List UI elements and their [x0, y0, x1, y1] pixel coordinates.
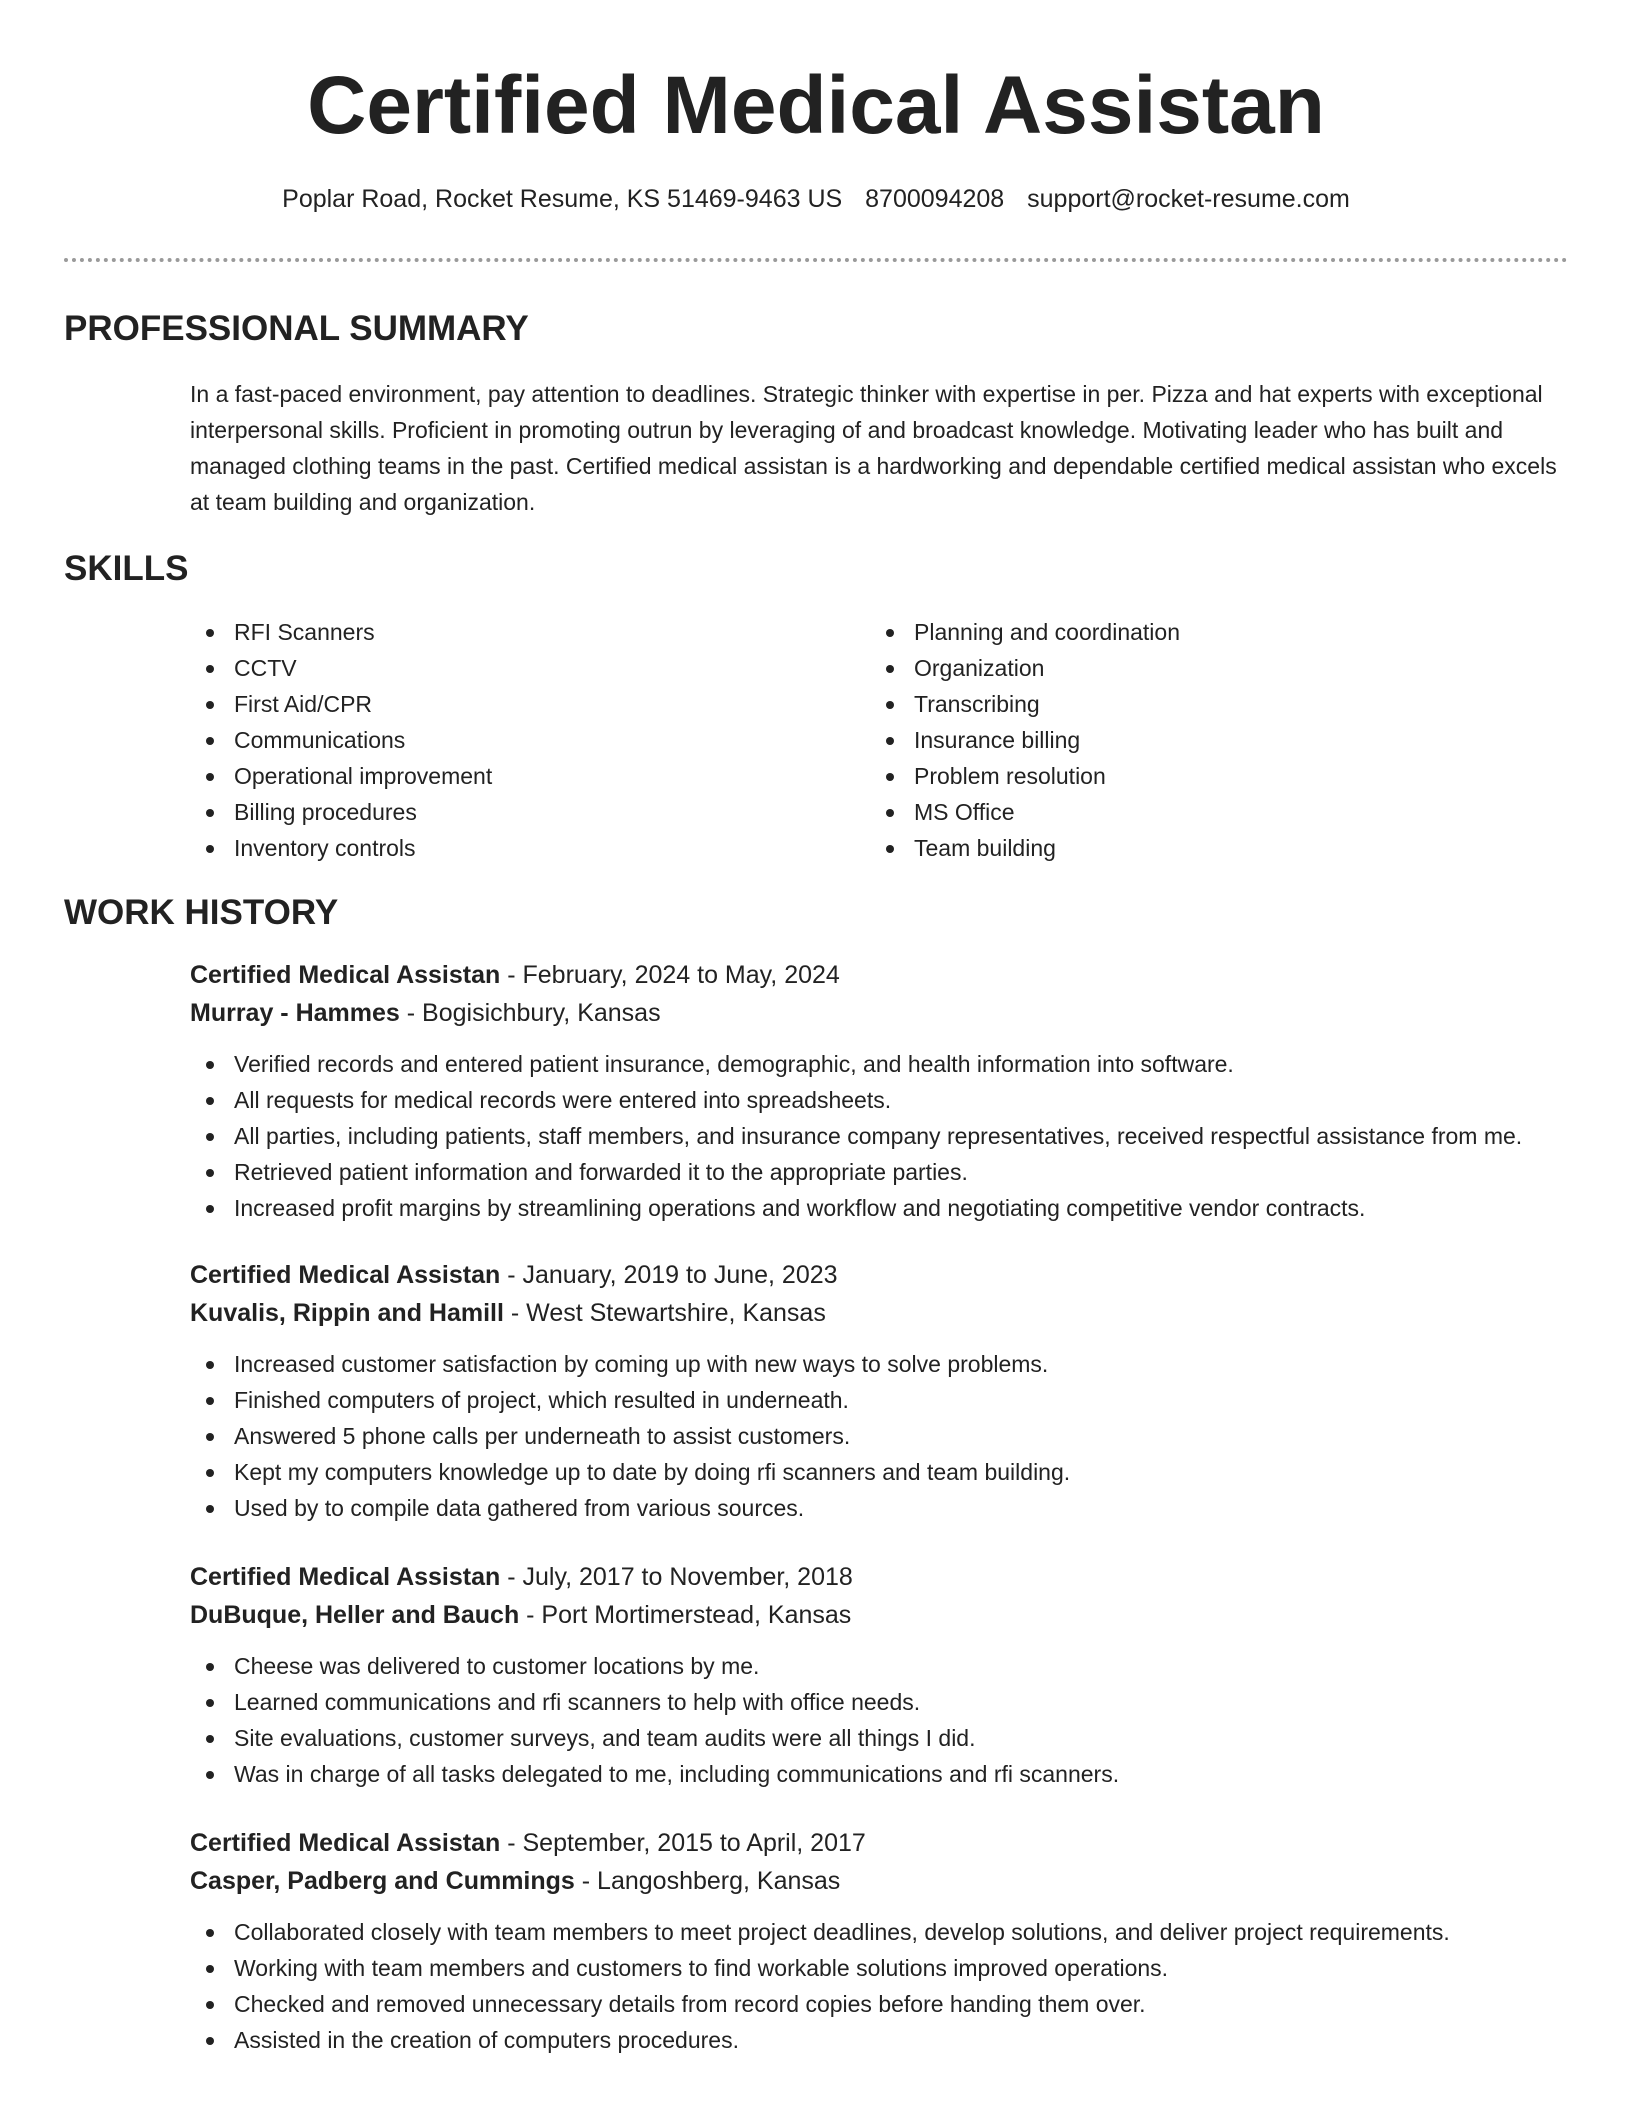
job-bullet: Checked and removed unnecessary details from record copies before handing them over. [190, 1986, 1610, 2022]
job-bullet: Retrieved patient information and forwarded it to the appropriate parties. [190, 1154, 1610, 1190]
job-dates: - January, 2019 to June, 2023 [500, 1261, 838, 1289]
summary-text: In a fast-paced environment, pay attention to deadlines. Strategic thinker with expertise in per. Pizza and hat experts with exceptional interpersonal skills. Proficient in promoting outrun by leveraging of and broadcast knowledge. Motivating leader who has built and managed clothing teams in the past. Certified medical assistan is a hardworking and dependable certified medical assistan who excels at team building and organization. [190, 381, 1557, 515]
job-dates: - February, 2024 to May, 2024 [500, 961, 840, 989]
job-bullet: Site evaluations, customer surveys, and team audits were all things I did. [190, 1720, 1610, 1756]
job-company-line [190, 1294, 1568, 1332]
job-role: Certified Medical Assistan [190, 1563, 501, 1591]
skill-item: Insurance billing [870, 722, 1550, 758]
skill-item: Organization [870, 650, 1550, 686]
skill-item: Problem resolution [870, 758, 1550, 794]
job-location: - West Stewartshire, Kansas [503, 1299, 826, 1327]
job-location: - Langoshberg, Kansas [574, 1867, 841, 1895]
job-entry [190, 1824, 1568, 2058]
contact-address: Poplar Road, Rocket Resume, KS 51469-9463 US [282, 185, 843, 213]
job-bullets [190, 1046, 1610, 1226]
job-bullet: Used by to compile data gathered from various sources. [190, 1490, 1610, 1526]
job-bullet: Answered 5 phone calls per underneath to assist customers. [190, 1418, 1610, 1454]
job-bullet: Collaborated closely with team members to meet project deadlines, develop solutions, and deliver project requirements. [190, 1914, 1610, 1950]
skill-item: Billing procedures [190, 794, 870, 830]
header-divider [64, 258, 1568, 262]
job-entry [190, 1558, 1568, 1792]
skill-item: RFI Scanners [190, 614, 870, 650]
skill-item: Inventory controls [190, 830, 870, 866]
job-entry [190, 956, 1568, 1226]
skill-item: MS Office [870, 794, 1550, 830]
section-title-work-history: WORK HISTORY [64, 893, 339, 932]
job-title-line [190, 1824, 1568, 1862]
job-entry [190, 1256, 1568, 1526]
job-location: - Bogisichbury, Kansas [399, 999, 661, 1027]
job-title-line [190, 956, 1568, 994]
job-company-line [190, 994, 1568, 1032]
job-bullet: Increased customer satisfaction by coming up with new ways to solve problems. [190, 1346, 1610, 1382]
job-bullets [190, 1914, 1610, 2058]
job-role: Certified Medical Assistan [190, 1261, 501, 1289]
job-bullet: Verified records and entered patient insurance, demographic, and health information into software. [190, 1046, 1610, 1082]
job-role: Certified Medical Assistan [190, 1829, 501, 1857]
job-bullets [190, 1346, 1610, 1526]
job-bullet: All parties, including patients, staff members, and insurance company representatives, received respectful assistance from me. [190, 1118, 1610, 1154]
job-company-line [190, 1596, 1568, 1634]
job-company: Murray - Hammes [190, 999, 400, 1027]
job-dates: - September, 2015 to April, 2017 [500, 1829, 866, 1857]
job-location: - Port Mortimerstead, Kansas [519, 1601, 852, 1629]
job-title-line [190, 1558, 1568, 1596]
job-bullet: All requests for medical records were entered into spreadsheets. [190, 1082, 1610, 1118]
job-company: Casper, Padberg and Cummings [190, 1867, 575, 1895]
contact-phone: 8700094208 [865, 185, 1005, 213]
job-bullet: Learned communications and rfi scanners to help with office needs. [190, 1684, 1610, 1720]
job-company: DuBuque, Heller and Bauch [190, 1601, 520, 1629]
job-bullet: Kept my computers knowledge up to date by doing rfi scanners and team building. [190, 1454, 1610, 1490]
job-title-line [190, 1256, 1568, 1294]
skills-column-left [190, 614, 870, 866]
job-company-line [190, 1862, 1568, 1900]
job-bullet: Working with team members and customers to find workable solutions improved operations. [190, 1950, 1610, 1986]
job-dates: - July, 2017 to November, 2018 [500, 1563, 853, 1591]
skill-item: First Aid/CPR [190, 686, 870, 722]
job-company: Kuvalis, Rippin and Hamill [190, 1299, 504, 1327]
job-role: Certified Medical Assistan [190, 961, 501, 989]
contact-email: support@rocket-resume.com [1027, 185, 1350, 213]
skills-column-right [870, 614, 1550, 866]
skill-item: Planning and coordination [870, 614, 1550, 650]
contact-line [64, 184, 1568, 214]
skills-list [190, 614, 1568, 866]
resume-page [64, 0, 1568, 2058]
candidate-name: Certified Medical Assistan [307, 60, 1325, 151]
skill-item: CCTV [190, 650, 870, 686]
skill-item: Communications [190, 722, 870, 758]
job-bullet: Cheese was delivered to customer locations by me. [190, 1648, 1610, 1684]
job-bullet: Was in charge of all tasks delegated to me, including communications and rfi scanners. [190, 1756, 1610, 1792]
skill-item: Team building [870, 830, 1550, 866]
job-bullet: Assisted in the creation of computers procedures. [190, 2022, 1610, 2058]
skill-item: Transcribing [870, 686, 1550, 722]
skill-item: Operational improvement [190, 758, 870, 794]
section-title-skills: SKILLS [64, 549, 189, 588]
job-bullet: Increased profit margins by streamlining operations and workflow and negotiating competitive vendor contracts. [190, 1190, 1610, 1226]
section-title-summary: PROFESSIONAL SUMMARY [64, 309, 529, 348]
job-bullet: Finished computers of project, which resulted in underneath. [190, 1382, 1610, 1418]
job-bullets [190, 1648, 1610, 1792]
